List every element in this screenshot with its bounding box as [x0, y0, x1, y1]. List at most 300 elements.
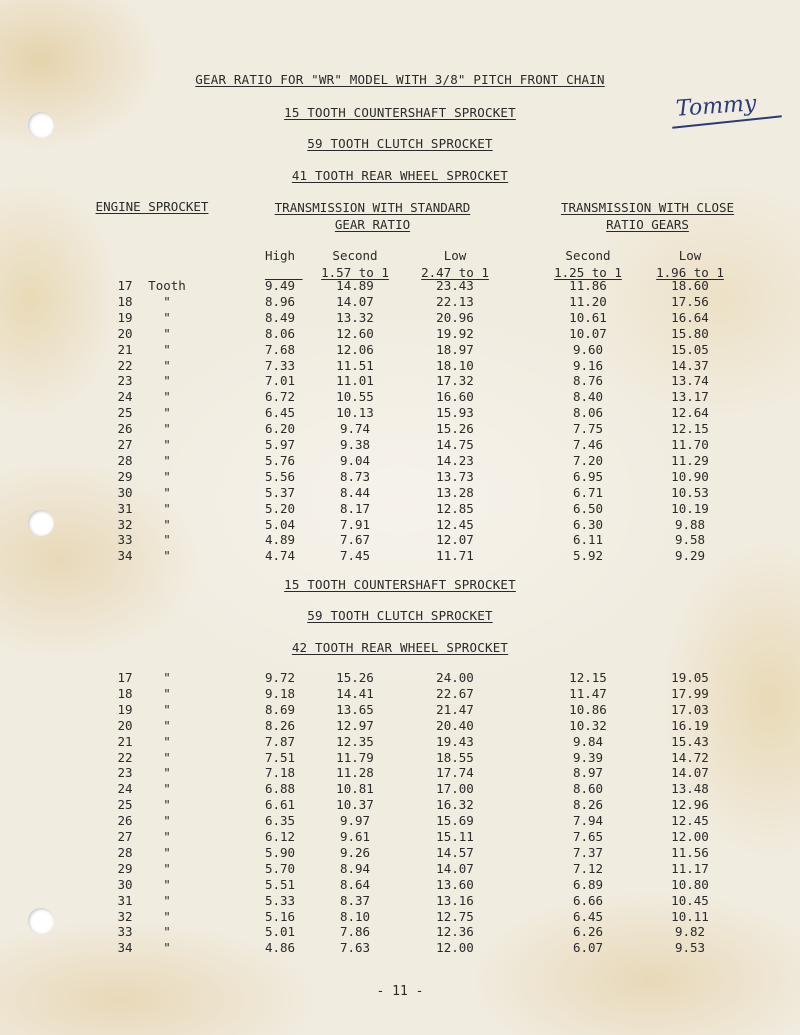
tooth-label-cell: " [163, 685, 171, 701]
table-row [0, 877, 800, 893]
high-ratio-cell: 7.68 [264, 341, 296, 357]
close-second-ratio-cell: 6.50 [572, 500, 604, 516]
close-low-ratio-cell: 17.03 [671, 701, 709, 717]
engine-teeth-cell: 27 [117, 437, 133, 452]
high-ratio-cell: 5.04 [264, 516, 296, 532]
tooth-label-cell: " [163, 293, 171, 309]
table-row [0, 453, 800, 469]
tooth-label-cell: " [163, 908, 171, 924]
low-ratio-cell: 18.10 [436, 357, 474, 373]
tooth-label-cell: " [163, 437, 171, 452]
second-ratio-cell: 9.74 [339, 421, 371, 437]
tooth-label-cell: " [163, 749, 171, 765]
close-low-ratio-cell: 15.43 [671, 733, 709, 749]
tooth-label-cell: " [163, 797, 171, 813]
tooth-label-cell: " [163, 876, 171, 892]
engine-teeth-cell: 20 [117, 717, 133, 733]
table-row [0, 924, 800, 940]
engine-teeth-cell: 31 [117, 500, 133, 516]
tooth-label-cell: " [163, 532, 171, 548]
close-low-ratio-cell: 11.29 [671, 452, 709, 468]
engine-teeth-cell: 17 [117, 670, 133, 685]
low-ratio-cell: 12.75 [436, 908, 474, 924]
engine-teeth-cell: 33 [117, 924, 133, 940]
low-ratio-cell: 22.67 [436, 685, 474, 701]
table-row [0, 909, 800, 925]
close-second-ratio-cell: 6.30 [572, 516, 604, 532]
high-ratio-cell: 5.56 [264, 468, 296, 484]
low-ratio-cell: 18.55 [436, 749, 474, 765]
high-ratio-cell: 5.51 [264, 876, 296, 892]
tooth-label-cell: " [163, 516, 171, 532]
close-second-ratio-cell: 7.94 [572, 813, 604, 829]
second-ratio-cell: 8.17 [339, 500, 371, 516]
high-ratio-cell: 6.35 [264, 813, 296, 829]
table-row [0, 750, 800, 766]
close-second-ratio-cell: 6.07 [572, 940, 604, 956]
engine-teeth-cell: 25 [117, 405, 133, 421]
high-ratio-cell: 5.16 [264, 908, 296, 924]
engine-teeth-cell: 28 [117, 844, 133, 860]
tooth-label-cell: " [163, 940, 171, 956]
close-second-ratio-cell: 12.15 [569, 670, 607, 685]
low-ratio-cell: 12.07 [436, 532, 474, 548]
close-low-ratio-cell: 13.48 [671, 781, 709, 797]
low-ratio-cell: 14.07 [436, 860, 474, 876]
high-ratio-cell: 8.06 [264, 325, 296, 341]
second-ratio-cell: 8.64 [339, 876, 371, 892]
close-low-ratio-cell: 14.37 [671, 357, 709, 373]
tooth-label-cell: Tooth [148, 278, 186, 293]
tooth-label-cell: " [163, 357, 171, 373]
engine-teeth-cell: 32 [117, 516, 133, 532]
page-title: GEAR RATIO FOR "WR" MODEL WITH 3/8" PITCH FRONT CHAIN [195, 72, 605, 87]
engine-teeth-cell: 31 [117, 892, 133, 908]
second-gear-header: Second 1.57 to 1 [321, 248, 389, 280]
table-row [0, 829, 800, 845]
second-ratio-cell: 9.38 [339, 437, 371, 452]
close-low-ratio-cell: 10.90 [671, 468, 709, 484]
engine-teeth-cell: 20 [117, 325, 133, 341]
high-ratio-cell: 5.70 [264, 860, 296, 876]
high-ratio-cell: 7.18 [264, 765, 296, 781]
high-ratio-cell: 5.37 [264, 484, 296, 500]
close-second-ratio-cell: 9.16 [572, 357, 604, 373]
close-second-ratio-cell: 10.32 [569, 717, 607, 733]
close-low-ratio-cell: 12.64 [671, 405, 709, 421]
second-ratio-cell: 7.67 [339, 532, 371, 548]
close-second-ratio-cell: 6.45 [572, 908, 604, 924]
engine-teeth-cell: 30 [117, 876, 133, 892]
tooth-label-cell: " [163, 309, 171, 325]
low-ratio-cell: 14.57 [436, 844, 474, 860]
close-low-ratio-cell: 15.80 [671, 325, 709, 341]
second-ratio-cell: 9.61 [339, 829, 371, 844]
low-ratio-cell: 15.26 [436, 421, 474, 437]
second-ratio-cell: 9.26 [339, 844, 371, 860]
low-ratio-cell: 12.45 [436, 516, 474, 532]
close-second-ratio-cell: 6.26 [572, 924, 604, 940]
engine-teeth-cell: 28 [117, 452, 133, 468]
low-ratio-cell: 14.75 [436, 437, 474, 452]
second-ratio-cell: 7.86 [339, 924, 371, 940]
close-second-ratio-cell: 9.39 [572, 749, 604, 765]
low-ratio-cell: 17.32 [436, 373, 474, 389]
close-low-ratio-cell: 18.60 [671, 278, 709, 293]
table-row [0, 702, 800, 718]
close-second-ratio-cell: 10.07 [569, 325, 607, 341]
high-ratio-cell: 8.49 [264, 309, 296, 325]
tooth-label-cell: " [163, 844, 171, 860]
high-ratio-cell: 8.26 [264, 717, 296, 733]
table-row [0, 501, 800, 517]
low-ratio-cell: 15.11 [436, 829, 474, 844]
table-row [0, 310, 800, 326]
tooth-label-cell: " [163, 373, 171, 389]
table-row [0, 940, 800, 956]
close-second-ratio-cell: 7.12 [572, 860, 604, 876]
close-low-ratio-cell: 9.82 [674, 924, 706, 940]
close-second-ratio-cell: 8.76 [572, 373, 604, 389]
high-ratio-cell: 4.86 [264, 940, 296, 956]
close-low-ratio-cell: 11.70 [671, 437, 709, 452]
close-low-ratio-cell: 10.53 [671, 484, 709, 500]
second-ratio-cell: 15.26 [336, 670, 374, 685]
tooth-label-cell: " [163, 484, 171, 500]
second-ratio-cell: 10.13 [336, 405, 374, 421]
tooth-label-cell: " [163, 924, 171, 940]
table-row [0, 485, 800, 501]
low-ratio-cell: 12.85 [436, 500, 474, 516]
close-second-ratio-cell: 10.61 [569, 309, 607, 325]
low-ratio-cell: 13.28 [436, 484, 474, 500]
second-ratio-cell: 10.55 [336, 389, 374, 405]
tooth-label-cell: " [163, 813, 171, 829]
close-low-ratio-cell: 17.56 [671, 293, 709, 309]
section1-line-2: 59 TOOTH CLUTCH SPROCKET [307, 136, 493, 151]
engine-teeth-cell: 29 [117, 860, 133, 876]
table-row [0, 765, 800, 781]
engine-teeth-cell: 21 [117, 341, 133, 357]
second-ratio-cell: 9.04 [339, 452, 371, 468]
tooth-label-cell: " [163, 548, 171, 564]
tooth-label-cell: " [163, 468, 171, 484]
second-ratio-cell: 8.73 [339, 468, 371, 484]
second-ratio-cell: 11.79 [336, 749, 374, 765]
table-row [0, 389, 800, 405]
high-ratio-cell: 5.90 [264, 844, 296, 860]
high-ratio-cell: 7.87 [264, 733, 296, 749]
table-row [0, 532, 800, 548]
table-row [0, 861, 800, 877]
second-ratio-cell: 10.37 [336, 797, 374, 813]
section2-line-2: 59 TOOTH CLUTCH SPROCKET [307, 608, 493, 623]
high-ratio-cell: 5.76 [264, 452, 296, 468]
second-ratio-cell: 12.60 [336, 325, 374, 341]
low-ratio-cell: 21.47 [436, 701, 474, 717]
low-ratio-cell: 19.43 [436, 733, 474, 749]
close-second-ratio-cell: 7.46 [572, 437, 604, 452]
table-row [0, 278, 800, 294]
close-second-ratio-cell: 6.66 [572, 892, 604, 908]
tooth-label-cell: " [163, 325, 171, 341]
engine-teeth-cell: 23 [117, 373, 133, 389]
close-low-ratio-cell: 10.11 [671, 908, 709, 924]
table-row [0, 813, 800, 829]
low-ratio-cell: 13.73 [436, 468, 474, 484]
close-second-ratio-cell: 11.47 [569, 685, 607, 701]
low-ratio-cell: 16.60 [436, 389, 474, 405]
close-second-ratio-cell: 6.71 [572, 484, 604, 500]
low-ratio-cell: 13.60 [436, 876, 474, 892]
section2-line-3: 42 TOOTH REAR WHEEL SPROCKET [291, 640, 509, 655]
tooth-label-cell: " [163, 500, 171, 516]
high-ratio-cell: 5.01 [264, 924, 296, 940]
close-second-ratio-cell: 8.26 [572, 797, 604, 813]
low-ratio-cell: 14.23 [436, 452, 474, 468]
tooth-label-cell: " [163, 701, 171, 717]
tooth-label-cell: " [163, 405, 171, 421]
section1-line-1: 15 TOOTH COUNTERSHAFT SPROCKET [284, 105, 516, 120]
section2-line-1: 15 TOOTH COUNTERSHAFT SPROCKET [284, 577, 516, 592]
close-second-gear-header: Second 1.25 to 1 [554, 248, 622, 280]
table-row [0, 781, 800, 797]
table-row [0, 358, 800, 374]
engine-teeth-cell: 25 [117, 797, 133, 813]
standard-transmission-header: TRANSMISSION WITH STANDARD GEAR RATIO [274, 200, 471, 232]
table-row [0, 797, 800, 813]
engine-teeth-cell: 34 [117, 940, 133, 956]
close-second-ratio-cell: 9.84 [572, 733, 604, 749]
close-low-ratio-cell: 12.00 [671, 829, 709, 844]
tooth-label-cell: " [163, 341, 171, 357]
engine-sprocket-header: ENGINE SPROCKET [95, 199, 209, 214]
close-low-ratio-cell: 10.45 [671, 892, 709, 908]
low-ratio-cell: 23.43 [436, 278, 474, 293]
high-ratio-cell: 9.72 [264, 670, 296, 685]
table-row [0, 437, 800, 453]
engine-teeth-cell: 30 [117, 484, 133, 500]
second-ratio-cell: 8.44 [339, 484, 371, 500]
high-ratio-cell: 8.96 [264, 293, 296, 309]
section1-line-3: 41 TOOTH REAR WHEEL SPROCKET [291, 168, 509, 183]
engine-teeth-cell: 18 [117, 685, 133, 701]
table-row [0, 405, 800, 421]
low-ratio-cell: 13.16 [436, 892, 474, 908]
engine-teeth-cell: 18 [117, 293, 133, 309]
close-second-ratio-cell: 11.86 [569, 278, 607, 293]
high-ratio-cell: 9.18 [264, 685, 296, 701]
close-low-ratio-cell: 9.58 [674, 532, 706, 548]
table-row [0, 294, 800, 310]
low-ratio-cell: 20.96 [436, 309, 474, 325]
engine-teeth-cell: 23 [117, 765, 133, 781]
second-ratio-cell: 11.28 [336, 765, 374, 781]
close-second-ratio-cell: 7.20 [572, 452, 604, 468]
close-low-ratio-cell: 10.19 [671, 500, 709, 516]
close-second-ratio-cell: 6.89 [572, 876, 604, 892]
low-ratio-cell: 20.40 [436, 717, 474, 733]
engine-teeth-cell: 19 [117, 701, 133, 717]
second-ratio-cell: 14.07 [336, 293, 374, 309]
close-low-ratio-cell: 9.53 [674, 940, 706, 956]
tooth-label-cell: " [163, 733, 171, 749]
close-second-ratio-cell: 7.75 [572, 421, 604, 437]
high-ratio-cell: 7.33 [264, 357, 296, 373]
second-ratio-cell: 11.51 [336, 357, 374, 373]
close-second-ratio-cell: 11.20 [569, 293, 607, 309]
table-row [0, 718, 800, 734]
close-low-ratio-cell: 11.17 [671, 860, 709, 876]
engine-teeth-cell: 24 [117, 781, 133, 797]
page-number: - 11 - [376, 984, 424, 999]
low-ratio-cell: 11.71 [436, 548, 474, 564]
table-row [0, 342, 800, 358]
close-second-ratio-cell: 7.37 [572, 844, 604, 860]
close-second-ratio-cell: 5.92 [572, 548, 604, 564]
table-row [0, 469, 800, 485]
close-second-ratio-cell: 10.86 [569, 701, 607, 717]
engine-teeth-cell: 32 [117, 908, 133, 924]
close-second-ratio-cell: 8.06 [572, 405, 604, 421]
engine-teeth-cell: 26 [117, 813, 133, 829]
table-row [0, 548, 800, 564]
close-low-ratio-cell: 13.17 [671, 389, 709, 405]
table-row [0, 373, 800, 389]
close-low-ratio-cell: 12.15 [671, 421, 709, 437]
high-ratio-cell: 6.45 [264, 405, 296, 421]
second-ratio-cell: 12.35 [336, 733, 374, 749]
engine-teeth-cell: 21 [117, 733, 133, 749]
second-ratio-cell: 7.45 [339, 548, 371, 564]
table-row [0, 326, 800, 342]
close-low-ratio-cell: 17.99 [671, 685, 709, 701]
close-second-ratio-cell: 7.65 [572, 829, 604, 844]
close-low-ratio-cell: 15.05 [671, 341, 709, 357]
close-low-ratio-cell: 11.56 [671, 844, 709, 860]
table-row [0, 845, 800, 861]
low-ratio-cell: 12.00 [436, 940, 474, 956]
second-ratio-cell: 13.32 [336, 309, 374, 325]
tooth-label-cell: " [163, 781, 171, 797]
engine-teeth-cell: 24 [117, 389, 133, 405]
high-ratio-cell: 6.20 [264, 421, 296, 437]
tooth-label-cell: " [163, 452, 171, 468]
table-row [0, 686, 800, 702]
high-ratio-cell: 4.74 [264, 548, 296, 564]
tooth-label-cell: " [163, 717, 171, 733]
second-ratio-cell: 12.06 [336, 341, 374, 357]
second-ratio-cell: 11.01 [336, 373, 374, 389]
close-second-ratio-cell: 8.40 [572, 389, 604, 405]
high-ratio-cell: 6.12 [264, 829, 296, 844]
engine-teeth-cell: 17 [117, 278, 133, 293]
low-ratio-cell: 24.00 [436, 670, 474, 685]
second-ratio-cell: 7.63 [339, 940, 371, 956]
close-second-ratio-cell: 9.60 [572, 341, 604, 357]
engine-teeth-cell: 34 [117, 548, 133, 564]
engine-teeth-cell: 19 [117, 309, 133, 325]
low-ratio-cell: 18.97 [436, 341, 474, 357]
engine-teeth-cell: 29 [117, 468, 133, 484]
high-ratio-cell: 9.49 [264, 278, 296, 293]
tooth-label-cell: " [163, 389, 171, 405]
close-low-ratio-cell: 12.96 [671, 797, 709, 813]
table-row [0, 734, 800, 750]
tooth-label-cell: " [163, 765, 171, 781]
low-ratio-cell: 12.36 [436, 924, 474, 940]
close-low-ratio-cell: 13.74 [671, 373, 709, 389]
second-ratio-cell: 14.41 [336, 685, 374, 701]
second-ratio-cell: 8.94 [339, 860, 371, 876]
low-ratio-cell: 19.92 [436, 325, 474, 341]
close-low-ratio-cell: 9.29 [674, 548, 706, 564]
high-ratio-cell: 6.61 [264, 797, 296, 813]
high-ratio-cell: 6.88 [264, 781, 296, 797]
table-row [0, 893, 800, 909]
second-ratio-cell: 7.91 [339, 516, 371, 532]
low-ratio-cell: 17.00 [436, 781, 474, 797]
close-ratio-transmission-header: TRANSMISSION WITH CLOSE RATIO GEARS [560, 200, 735, 232]
engine-teeth-cell: 22 [117, 749, 133, 765]
close-low-ratio-cell: 19.05 [671, 670, 709, 685]
high-ratio-cell: 5.97 [264, 437, 296, 452]
second-ratio-cell: 10.81 [336, 781, 374, 797]
engine-teeth-cell: 27 [117, 829, 133, 844]
table-row [0, 421, 800, 437]
tooth-label-cell: " [163, 421, 171, 437]
tooth-label-cell: " [163, 860, 171, 876]
table-row [0, 670, 800, 686]
high-ratio-cell: 7.01 [264, 373, 296, 389]
high-ratio-cell: 8.69 [264, 701, 296, 717]
second-ratio-cell: 8.10 [339, 908, 371, 924]
close-second-ratio-cell: 6.11 [572, 532, 604, 548]
close-second-ratio-cell: 8.60 [572, 781, 604, 797]
second-ratio-cell: 9.97 [339, 813, 371, 829]
close-low-ratio-cell: 16.64 [671, 309, 709, 325]
low-ratio-cell: 22.13 [436, 293, 474, 309]
low-ratio-cell: 17.74 [436, 765, 474, 781]
high-gear-header: High [264, 248, 296, 263]
close-second-ratio-cell: 6.95 [572, 468, 604, 484]
handwritten-signature: Tommy [675, 91, 758, 122]
close-low-ratio-cell: 14.72 [671, 749, 709, 765]
high-ratio-cell: 4.89 [264, 532, 296, 548]
high-ratio-cell: 7.51 [264, 749, 296, 765]
table-row [0, 517, 800, 533]
tooth-label-cell: " [163, 670, 171, 685]
second-ratio-cell: 12.97 [336, 717, 374, 733]
second-ratio-cell: 14.89 [336, 278, 374, 293]
close-low-ratio-cell: 16.19 [671, 717, 709, 733]
high-ratio-cell: 5.33 [264, 892, 296, 908]
close-low-ratio-cell: 10.80 [671, 876, 709, 892]
engine-teeth-cell: 26 [117, 421, 133, 437]
high-ratio-cell: 5.20 [264, 500, 296, 516]
close-low-ratio-cell: 9.88 [674, 516, 706, 532]
close-low-ratio-cell: 12.45 [671, 813, 709, 829]
engine-teeth-cell: 22 [117, 357, 133, 373]
close-low-ratio-cell: 14.07 [671, 765, 709, 781]
low-ratio-cell: 15.93 [436, 405, 474, 421]
tooth-label-cell: " [163, 892, 171, 908]
low-ratio-cell: 15.69 [436, 813, 474, 829]
close-low-gear-header: Low 1.96 to 1 [656, 248, 724, 280]
low-gear-header: Low 2.47 to 1 [421, 248, 489, 280]
second-ratio-cell: 13.65 [336, 701, 374, 717]
close-second-ratio-cell: 8.97 [572, 765, 604, 781]
